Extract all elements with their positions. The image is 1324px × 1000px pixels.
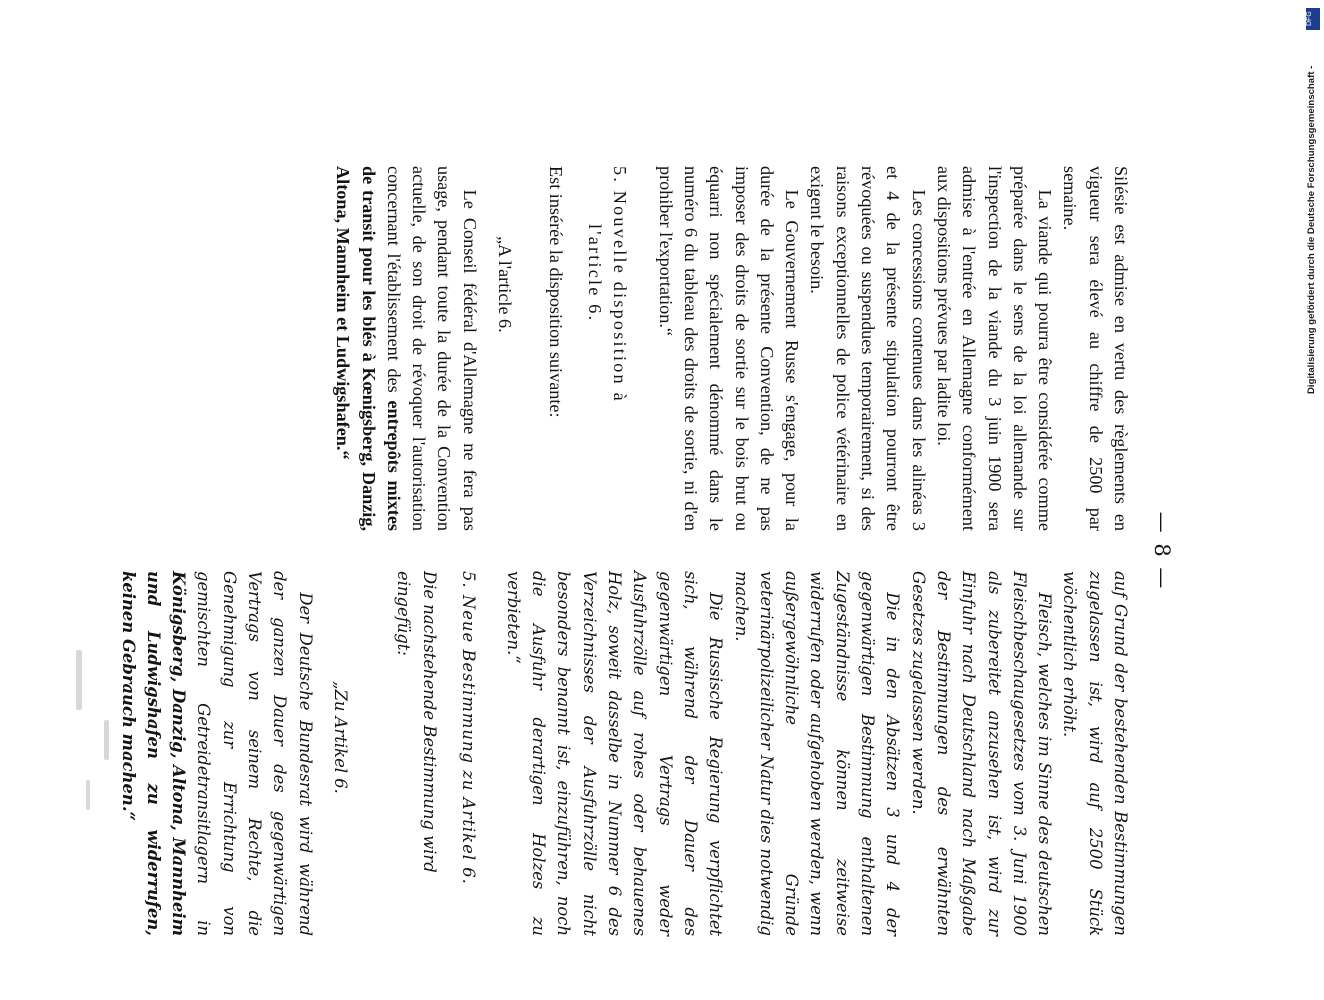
french-paragraph-bold: entrepôts mixtes de transit pour les blés à Kœnigsberg, Danzig, Altona, Mannheim et Ludwigshafen.“ (333, 166, 404, 531)
french-section-line: l'article 6. (585, 224, 606, 323)
dfg-logo-icon: DFG (1306, 8, 1320, 30)
german-paragraph: auf Grund der bestehenden Bestimmungen zugelassen ist, wird auf 2500 Stück wöchentlich erhöht. (1060, 571, 1130, 936)
german-paragraph: Die in den Absätzen 3 und 4 der gegenwärtigen Bestimmung enthaltenen Zugeständnisse können zeitweise widerrufen oder aufgehoben werden, wenn außergewöhnliche Gründe veterinärpolizeilicher Natur dies notwendig machen. (731, 571, 903, 936)
french-paragraph-text: Le Conseil fédéral d'Allemagne ne fera pas usage, pendant toute la durée de la Convention actuelle, de son droit de révoquer l'autorisation concernant l'établissement des (383, 166, 480, 531)
german-intro: Die nachstehende Bestimmung wird eingefügt: (394, 571, 439, 873)
french-paragraph: Le Gouvernement Russe s'engage, pour la durée de la présente Convention, de ne pas imposer des droits de sortie sur le bois brut ou équarri non spécialement dénommé dans le numéro 6 du tableau des droits de sortie, ni d'en prohiber l'exportation.“ (655, 166, 803, 531)
two-column-body (118, 141, 1133, 961)
german-paragraph-text: Der Deutsche Bundesrat wird während der ganzen Dauer des gegenwärtigen Vertrags von seinem Rechte, die Genehmigung zur Errichtung von gemischten Getreidetransitlagern in (194, 571, 315, 936)
german-section-heading: 5. Neue Bestimmung zu Artikel 6. (458, 571, 478, 885)
french-section-heading (582, 166, 632, 531)
speck (76, 650, 82, 710)
french-paragraph: Silésie est admise en vertu des règlements en vigueur sera élevé au chiffre de 2500 par semaine. (1060, 166, 1131, 531)
german-paragraph-bold: Königsberg, Danzig, Altona, Mannheim und Ludwigshafen zu widerrufen, keinen Gebrauch machen.“ (118, 571, 189, 936)
french-column (330, 166, 1133, 531)
rotated-page (118, 141, 1212, 961)
french-paragraph: Les concessions contenues dans les alinéas 3 et 4 de la présente stipulation pourront être révoquées ou suspendues temporairement, si des raisons exceptionnelles de police vétérinaire en exigent le besoin. (807, 166, 929, 531)
german-paragraph: Die Russische Regierung verpflichtet sich, während der Dauer des gegenwärtigen Vertrags weder Ausfuhrzölle auf rohes oder behauenes Holz, soweit dasselbe in Nummer 6 des Verzeichnisses der Ausfuhrzölle nicht besonders benannt ist, einzuführen, noch die Ausfuhr derartigen Holzes zu verbieten.“ (503, 571, 726, 936)
german-article-heading: „Zu Artikel 6. (330, 681, 350, 794)
bleed-through-specks (56, 640, 146, 840)
german-paragraph: Fleisch, welches im Sinne des deutschen Fleischbeschaugesetzes vom 3. Juni 1900 als zubereitet anzusehen ist, wird zur Einfuhr nach Deutschland nach Maßgabe der Bestimmungen des erwähnten Gesetzes zugelassen werden. (908, 571, 1055, 936)
french-paragraph (330, 166, 482, 531)
french-paragraph: La viande qui pourra être considérée comme préparée dans le sens de la loi allemande sur l'inspection de la viande du 3 juin 1900 sera admise à l'entrée en Allemagne conformément aux dispositions prévues par ladite loi. (933, 166, 1056, 531)
watermark-text: Digitalisierung gefördert durch die Deutsche Forschungsgemeinschaft - (1306, 65, 1317, 394)
speck (86, 780, 90, 810)
french-article-heading: „A l'article 6. (495, 236, 516, 333)
french-section-line: 5. Nouvelle disposition à (610, 166, 631, 403)
page-number: — 8 — (1150, 511, 1174, 591)
german-column (115, 571, 1133, 936)
dfg-watermark (1306, 8, 1320, 393)
french-intro: Est insérée la disposition suivante: (546, 166, 567, 418)
speck (104, 720, 109, 760)
